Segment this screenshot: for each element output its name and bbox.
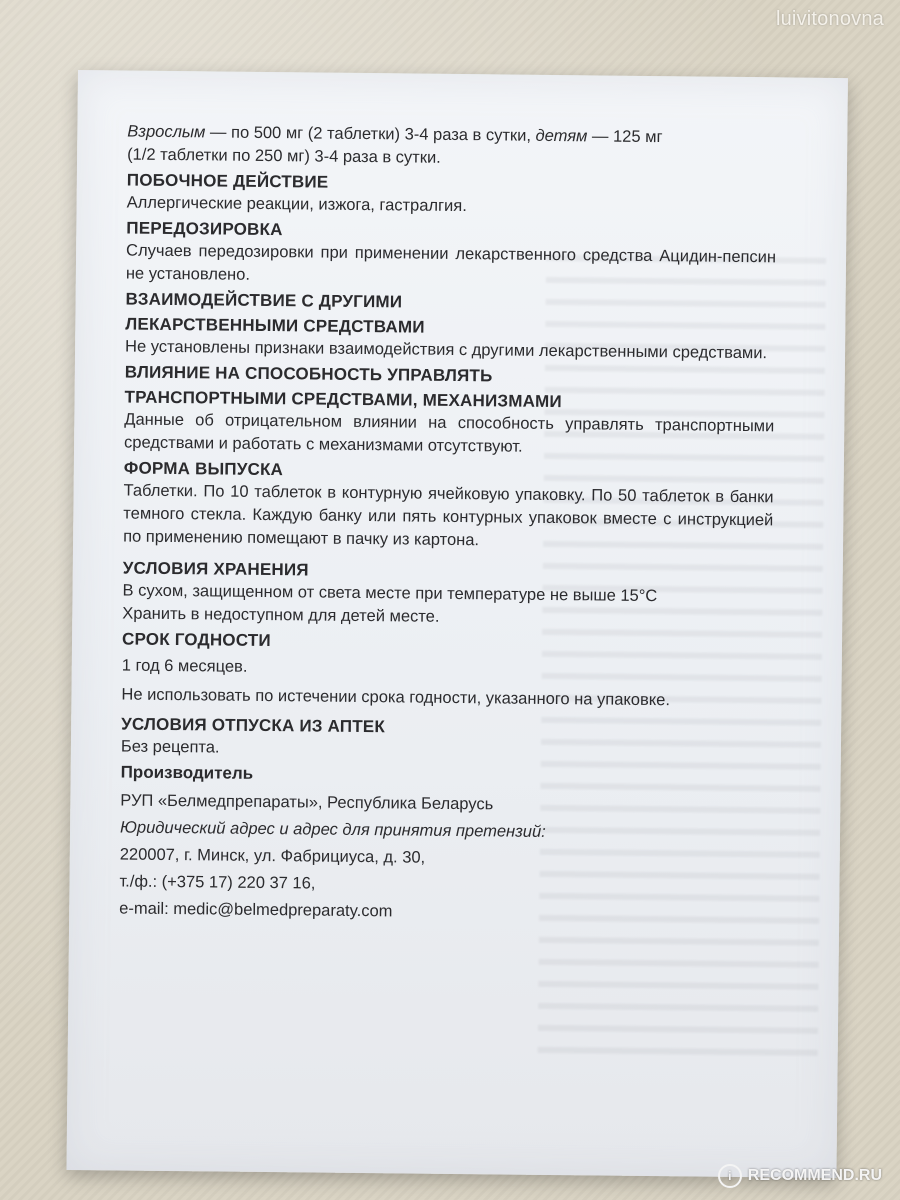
- storage-heading: УСЛОВИЯ ХРАНЕНИЯ: [122, 558, 309, 580]
- shelf-life-line-1: 1 год 6 месяцев.: [121, 656, 248, 676]
- dosage-line-2: (1/2 таблетки по 250 мг) 3-4 раза в сутки.: [127, 145, 441, 167]
- overdose-heading: ПЕРЕДОЗИРОВКА: [126, 218, 283, 240]
- manufacturer-email: e-mail: medic@belmedpreparaty.com: [119, 899, 393, 921]
- dispensing-heading: УСЛОВИЯ ОТПУСКА ИЗ АПТЕК: [121, 714, 386, 737]
- username-watermark: luivitonovna: [775, 8, 884, 30]
- leaflet-content: [119, 121, 777, 928]
- site-watermark: [718, 1164, 882, 1188]
- dosage-children-text: — 125 мг: [587, 127, 663, 147]
- leaflet-paper: [66, 70, 847, 1178]
- side-effects-text: Аллергические реакции, изжога, гастралгия.: [126, 193, 467, 216]
- driving-heading-line-1: ВЛИЯНИЕ НА СПОСОБНОСТЬ УПРАВЛЯТЬ: [124, 362, 493, 386]
- manufacturer-phone: т./ф.: (+375 17) 220 37 16,: [119, 872, 316, 893]
- recommend-logo-icon: i: [718, 1164, 742, 1188]
- shelf-life-line-2: Не использовать по истечении срока годности, указанного на упаковке.: [121, 685, 671, 710]
- form-text: Таблетки. По 10 таблеток в контурную ячейковую упаковку. По 50 таблеток в банки темного стекла. Каждую банку или пять контурных упаковок вместе с инструкцией по применению помещают в пачку из картона.: [123, 481, 774, 550]
- dosage-children-label: детям: [535, 126, 588, 146]
- manufacturer-address: 220007, г. Минск, ул. Фабрициуса, д. 30,: [119, 845, 426, 867]
- driving-text: Данные об отрицательном влиянии на способность управлять транспортными средствами и работать с механизмами отсутствуют.: [124, 410, 775, 456]
- dispensing-text: Без рецепта.: [120, 737, 220, 757]
- manufacturer-address-label: Юридический адрес и адрес для принятия претензий:: [119, 818, 546, 841]
- dosage-adults-label: Взрослым: [127, 122, 206, 142]
- storage-line-2: Хранить в недоступном для детей месте.: [122, 604, 440, 626]
- storage-line-1: В сухом, защищенном от света месте при температуре не выше 15°С: [122, 581, 658, 606]
- manufacturer-heading: Производитель: [120, 762, 254, 783]
- overdose-text: Случаев передозировки при применении лекарственного средства Ацидин-пепсин не установлено.: [125, 241, 777, 284]
- interactions-heading-line-2: ЛЕКАРСТВЕННЫМИ СРЕДСТВАМИ: [125, 314, 425, 337]
- side-effects-heading: ПОБОЧНОЕ ДЕЙСТВИЕ: [126, 170, 329, 192]
- driving-heading-line-2: ТРАНСПОРТНЫМИ СРЕДСТВАМИ, МЕХАНИЗМАМИ: [124, 387, 562, 412]
- shelf-life-heading: СРОК ГОДНОСТИ: [121, 629, 271, 651]
- dosage-adults-text: — по 500 мг (2 таблетки) 3-4 раза в сутки,: [205, 123, 536, 145]
- interactions-heading-line-1: ВЗАИМОДЕЙСТВИЕ С ДРУГИМИ: [125, 289, 403, 312]
- interactions-text: Не установлены признаки взаимодействия с другими лекарственными средствами.: [125, 337, 768, 363]
- recommend-logo-text: RECOMMEND.RU: [747, 1167, 882, 1184]
- form-heading: ФОРМА ВЫПУСКА: [123, 458, 284, 480]
- manufacturer-name: РУП «Белмедпрепараты», Республика Беларусь: [120, 791, 494, 814]
